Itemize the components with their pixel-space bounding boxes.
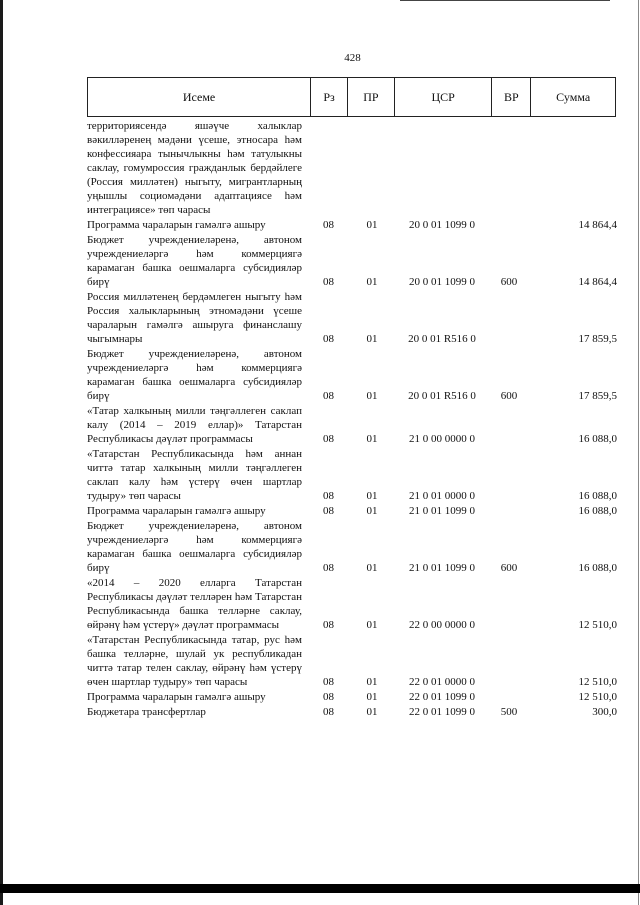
- row-pr: 01: [366, 676, 378, 688]
- scan-edge-bottom: [0, 884, 640, 893]
- scan-edge-right: [638, 0, 639, 905]
- table-row: [87, 504, 617, 519]
- row-vr: 500: [500, 706, 518, 718]
- row-pr: 01: [366, 433, 378, 445]
- table-row: [87, 290, 617, 347]
- row-name: Бюджет учреждениеләренә, автоном учреждениеләргә һәм коммерциягә карамаган башка оешмаларга субсидияләр бирү: [87, 520, 302, 574]
- row-rz: 08: [323, 276, 334, 288]
- row-vr: [489, 346, 529, 347]
- row-pr: 01: [366, 505, 378, 517]
- row-rz: 08: [323, 505, 334, 517]
- row-rz: 08: [323, 219, 334, 231]
- row-pr: 01: [366, 219, 378, 231]
- row-rz: 08: [323, 562, 334, 574]
- row-csr: 21 0 01 1099 0: [409, 562, 475, 574]
- table-header: [87, 77, 616, 117]
- table-row: [87, 447, 617, 504]
- row-pr: 01: [366, 390, 378, 402]
- row-sum: 12 510,0: [578, 691, 617, 703]
- row-name: Россия милләтенең бердәмлеген ныгыту һәм Россия халыкларының этномәдәни үсеше чараларын гамәлгә ашыруга финанслашу чыгымнары: [87, 291, 302, 345]
- row-name: Бюджет учреждениеләренә, автоном учреждениеләргә һәм коммерциягә карамаган башка оешмаларга субсидияләр бирү: [87, 348, 302, 402]
- table-row: [87, 233, 617, 290]
- row-csr: 22 0 01 1099 0: [409, 691, 475, 703]
- row-csr: 21 0 01 1099 0: [409, 505, 475, 517]
- row-pr: 01: [366, 706, 378, 718]
- row-sum: 16 088,0: [578, 505, 617, 517]
- row-sum: 16 088,0: [578, 433, 617, 445]
- row-vr: [489, 503, 529, 504]
- table-row: [87, 519, 617, 576]
- row-name: «Татарстан Республикасында татар, рус һәм башка телләрне, шулай ук республикадан читтә татар телен саклау, өйрәнү һәм үстерү өчен шартлар тудыру» төп чарасы: [87, 634, 302, 688]
- row-rz: 08: [323, 706, 334, 718]
- row-pr: 01: [366, 619, 378, 631]
- table-row: [87, 633, 617, 690]
- header-sum: Сумма: [556, 89, 591, 104]
- row-pr: 01: [366, 490, 378, 502]
- row-sum: 14 864,4: [578, 276, 617, 288]
- table-row: [87, 218, 617, 233]
- row-vr: [489, 518, 529, 519]
- table-row: [87, 705, 617, 720]
- row-vr: [489, 232, 529, 233]
- row-sum: 16 088,0: [578, 490, 617, 502]
- table-row: [87, 690, 617, 705]
- row-csr: 20 0 01 1099 0: [409, 276, 475, 288]
- header-vr: ВР: [492, 78, 531, 116]
- row-csr: 22 0 00 0000 0: [409, 619, 475, 631]
- row-name: Программа чараларын гамәлгә ашыру: [87, 505, 266, 517]
- table-row: [87, 576, 617, 633]
- table-body: [87, 119, 617, 720]
- header-csr: ЦСР: [395, 78, 493, 116]
- row-sum: 12 510,0: [578, 619, 617, 631]
- row-name: «2014 – 2020 елларга Татарстан Республикасы дәүләт телләрен һәм Татарстан Республикасында башка телләрне саклау, өйрәнү һәм үстерү» дәүләт программасы: [87, 577, 302, 631]
- row-rz: 08: [323, 490, 334, 502]
- row-csr: 21 0 01 0000 0: [409, 490, 475, 502]
- row-csr: 20 0 01 1099 0: [409, 219, 475, 231]
- row-rz: 08: [323, 333, 334, 345]
- row-name: территориясендә яшәүче халыклар вәкилләренең мәдәни үсеше, этносара һәм конфессияара тынычлыкны һәм татулыкны саклау, гомумроссия гражданлык бердәйлеге (Россия милләтен) ныгыту, мигрантларның уңышлы социомәдәни адаптациясе һәм интеграциясе» төп чарасы: [87, 120, 302, 216]
- row-name: «Татарстан Республикасында һәм аннан читтә татар халкының милли тәңгәллеген саклап калу һәм үстерү өчен шартлар тудыру» төп чарасы: [87, 448, 302, 502]
- row-sum: 16 088,0: [578, 562, 617, 574]
- row-vr: 600: [500, 390, 518, 402]
- row-rz: 08: [323, 691, 334, 703]
- table-row: [87, 404, 617, 447]
- scan-edge-top: [400, 0, 610, 1]
- row-csr: 20 0 01 R516 0: [408, 390, 476, 402]
- header-name: Исеме: [88, 78, 311, 116]
- row-sum: 14 864,4: [578, 219, 617, 231]
- scan-edge-left: [0, 0, 3, 905]
- row-rz: 08: [323, 390, 334, 402]
- row-name: «Татар халкының милли тәңгәллеген саклап калу (2014 – 2019 еллар)» Татарстан Республикасы дәүләт программасы: [87, 405, 302, 445]
- row-pr: 01: [366, 333, 378, 345]
- row-csr: 21 0 00 0000 0: [409, 433, 475, 445]
- row-vr: [489, 446, 529, 447]
- page-number: 428: [344, 52, 361, 64]
- header-rz: Рз: [311, 78, 348, 116]
- row-vr: [489, 217, 529, 218]
- header-pr: ПР: [348, 78, 395, 116]
- row-rz: 08: [323, 619, 334, 631]
- row-csr: 22 0 01 1099 0: [409, 706, 475, 718]
- row-sum: 17 859,5: [578, 333, 617, 345]
- row-name: Программа чараларын гамәлгә ашыру: [87, 691, 266, 703]
- row-vr: [489, 689, 529, 690]
- row-name: Бюджет учреждениеләренә, автоном учреждениеләргә һәм коммерциягә карамаган башка оешмаларга субсидияләр бирү: [87, 234, 302, 288]
- row-csr: 20 0 01 R516 0: [408, 333, 476, 345]
- row-name: Бюджетара трансфертлар: [87, 706, 206, 718]
- row-rz: 08: [323, 433, 334, 445]
- table-row: [87, 119, 617, 218]
- row-sum: 17 859,5: [578, 390, 617, 402]
- row-rz: 08: [323, 676, 334, 688]
- row-pr: 01: [366, 691, 378, 703]
- row-sum: 12 510,0: [578, 676, 617, 688]
- row-name: Программа чараларын гамәлгә ашыру: [87, 219, 266, 231]
- row-sum: 300,0: [592, 706, 617, 718]
- row-vr: 600: [500, 276, 518, 288]
- row-vr: 600: [500, 562, 518, 574]
- row-pr: 01: [366, 562, 378, 574]
- table-row: [87, 347, 617, 404]
- row-pr: 01: [366, 276, 378, 288]
- row-vr: [489, 632, 529, 633]
- row-csr: 22 0 01 0000 0: [409, 676, 475, 688]
